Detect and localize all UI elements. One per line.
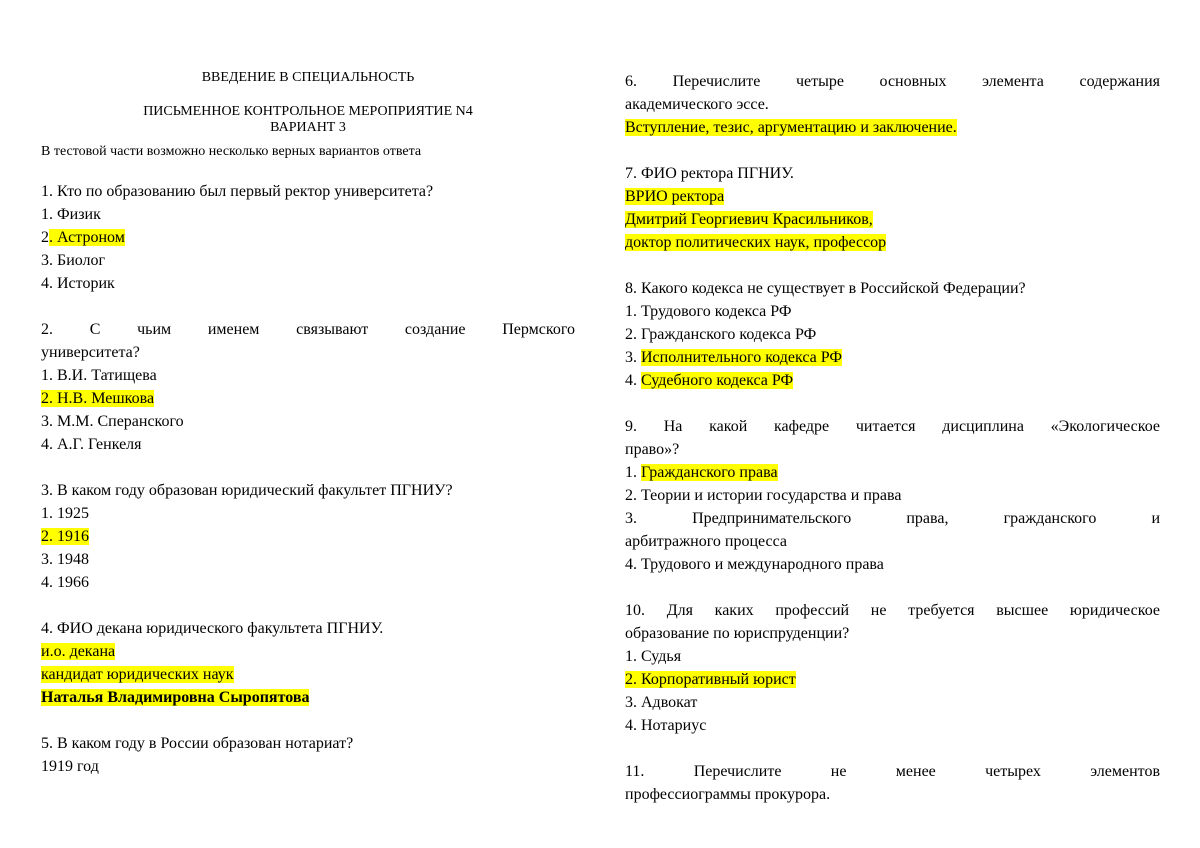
question-text: 4. ФИО декана юридического факультета ПГНИУ.	[41, 620, 384, 637]
option-1: 1. Трудового кодекса РФ	[625, 303, 792, 320]
option-1: 1. Физик	[41, 206, 101, 223]
option-4: 4. Историк	[41, 275, 115, 292]
answer-line-1	[625, 185, 1160, 208]
question-text: 3. В каком году образован юридический факультет ПГНИУ?	[41, 482, 453, 499]
option-number: 3.	[625, 349, 641, 366]
answer-highlight: Вступление, тезис, аргументацию и заключение.	[625, 119, 957, 136]
question-text: 7. ФИО ректора ПГНИУ.	[625, 165, 794, 182]
option-1: 1. 1925	[41, 505, 89, 522]
answer-highlight: Судебного кодекса РФ	[641, 372, 794, 389]
option-3: 3. М.М. Сперанского	[41, 413, 184, 430]
question-text: 8. Какого кодекса не существует в Российской Федерации?	[625, 280, 1026, 297]
answer-highlight: Дмитрий Георгиевич Красильников,	[625, 211, 873, 228]
right-column	[625, 70, 1160, 806]
question-6	[625, 70, 1160, 139]
option-3-line2: арбитражного процесса	[625, 533, 787, 550]
instructions-note: В тестовой части возможно несколько верных вариантов ответа	[41, 144, 422, 159]
answer-line-2	[625, 208, 1160, 231]
question-11	[625, 760, 1160, 806]
answer-highlight: 2. Корпоративный юрист	[625, 671, 796, 688]
question-text-line1: 10. Для каких профессий не требуется высшее юридическое	[625, 602, 1160, 619]
answer-line-1	[41, 640, 575, 663]
question-text-line2: профессиограммы прокурора.	[625, 786, 831, 803]
option-3-correct	[625, 346, 1160, 369]
option-1-correct	[625, 461, 1160, 484]
question-text-line1: 9. На какой кафедре читается дисциплина «Экологическое	[625, 418, 1160, 435]
option-2: 2. Гражданского кодекса РФ	[625, 326, 817, 343]
answer-highlight: ВРИО ректора	[625, 188, 725, 205]
answer-highlight: кандидат юридических наук	[41, 666, 234, 683]
question-10	[625, 599, 1160, 737]
option-3: 3. Биолог	[41, 252, 106, 269]
answer-highlight: доктор политических наук, профессор	[625, 234, 887, 251]
option-2-correct	[41, 226, 575, 249]
question-text-line2: право»?	[625, 441, 680, 458]
option-3-line1: 3. Предпринимательского права, гражданского и	[625, 510, 1160, 527]
option-4: 4. 1966	[41, 574, 89, 591]
answer-highlight: Исполнительного кодекса РФ	[641, 349, 842, 366]
answer-highlight: . Астроном	[49, 229, 125, 246]
option-4: 4. А.Г. Генкеля	[41, 436, 142, 453]
answer-line-3	[41, 686, 575, 709]
option-3: 3. 1948	[41, 551, 89, 568]
answer-line-2	[41, 663, 575, 686]
option-number: 1.	[625, 464, 641, 481]
option-4: 4. Трудового и международного права	[625, 556, 884, 573]
answer-highlight: Наталья Владимировна Сыропятова	[41, 689, 310, 706]
question-text-line2: академического эссе.	[625, 96, 769, 113]
doc-subtitle: ПИСЬМЕННОЕ КОНТРОЛЬНОЕ МЕРОПРИЯТИЕ N4	[143, 104, 473, 119]
doc-title: ВВЕДЕНИЕ В СПЕЦИАЛЬНОСТЬ	[201, 70, 415, 85]
question-text-line1: 2. С чьим именем связывают создание Пермского	[41, 321, 575, 338]
question-3	[41, 479, 575, 594]
answer-highlight: 2. 1916	[41, 528, 89, 545]
option-number: 2	[41, 229, 49, 246]
left-column	[41, 70, 575, 778]
answer-highlight: 2. Н.В. Мешкова	[41, 390, 155, 407]
question-5	[41, 732, 575, 778]
question-2	[41, 318, 575, 456]
option-2-correct	[41, 387, 575, 410]
answer-highlight: Гражданского права	[641, 464, 778, 481]
option-4: 4. Нотариус	[625, 717, 707, 734]
question-4	[41, 617, 575, 709]
question-8	[625, 277, 1160, 392]
question-7	[625, 162, 1160, 254]
option-4-correct	[625, 369, 1160, 392]
answer-highlight: и.о. декана	[41, 643, 116, 660]
question-text: 1. Кто по образованию был первый ректор университета?	[41, 183, 434, 200]
answer-text: 1919 год	[41, 758, 99, 775]
question-text-line1: 6. Перечислите четыре основных элемента содержания	[625, 73, 1160, 90]
option-2: 2. Теории и истории государства и права	[625, 487, 902, 504]
question-text-line2: образование по юриспруденции?	[625, 625, 850, 642]
question-text-line1: 11. Перечислите не менее четырех элементов	[625, 763, 1160, 780]
doc-variant: ВАРИАНТ 3	[270, 120, 346, 135]
option-3: 3. Адвокат	[625, 694, 698, 711]
question-text-line2: университета?	[41, 344, 140, 361]
question-9	[625, 415, 1160, 576]
option-2-correct	[41, 525, 575, 548]
question-text: 5. В каком году в России образован нотариат?	[41, 735, 354, 752]
question-1	[41, 180, 575, 295]
option-1: 1. Судья	[625, 648, 682, 665]
option-number: 4.	[625, 372, 641, 389]
option-1: 1. В.И. Татищева	[41, 367, 157, 384]
answer-line-3	[625, 231, 1160, 254]
answer-line	[625, 116, 1160, 139]
option-2-correct	[625, 668, 1160, 691]
